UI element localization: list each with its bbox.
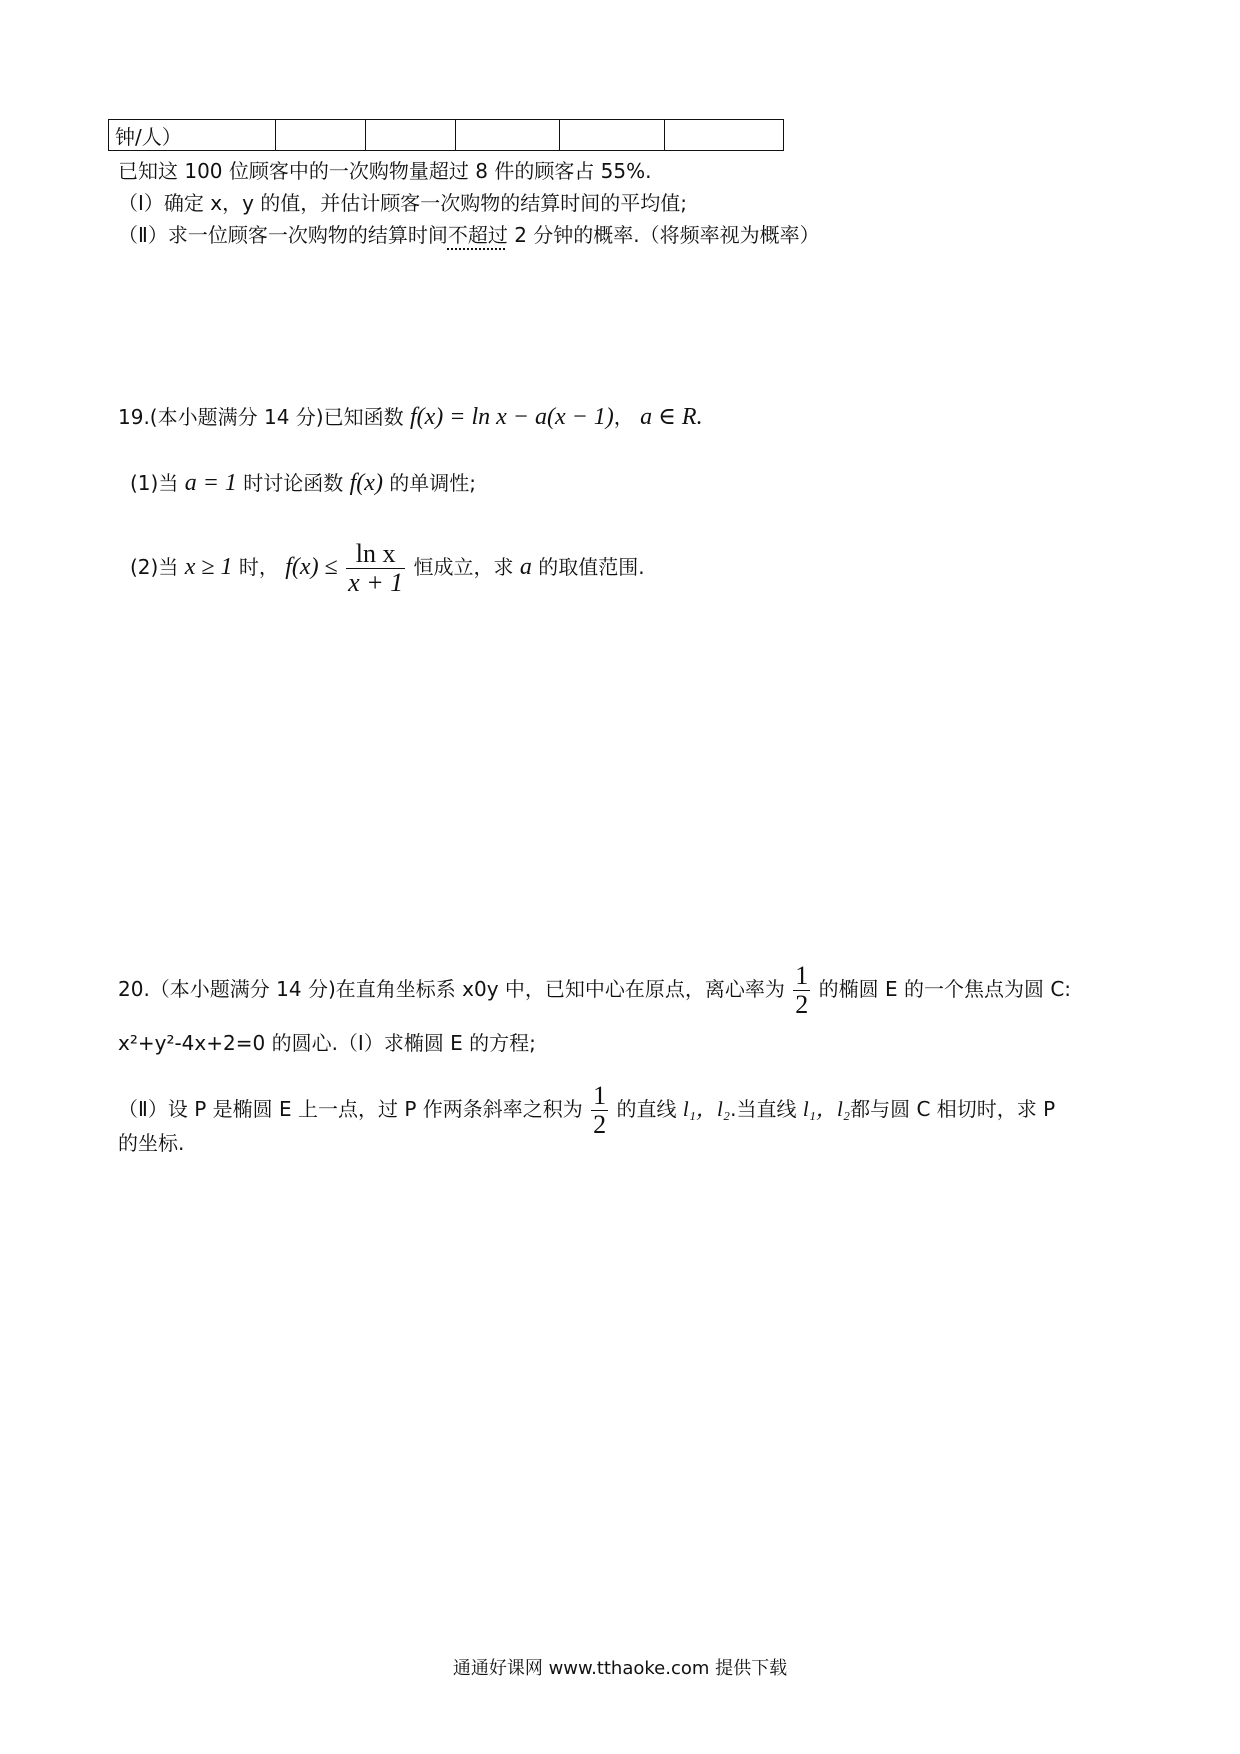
q19-part2-var: a <box>519 554 532 580</box>
q18-given: 已知这 100 位顾客中的一次购物量超过 8 件的顾客占 55%. <box>118 159 652 183</box>
q20-line3-text2: 的直线 <box>616 1097 677 1121</box>
q19-part2 <box>130 540 645 597</box>
q20-slope-denominator: 2 <box>593 1110 607 1139</box>
q19-condition: a ∈ R. <box>640 404 703 430</box>
q20-line3-text: （Ⅱ）设 P 是椭圆 E 上一点，过 P 作两条斜率之积为 <box>118 1097 583 1121</box>
q20-line4: 的坐标. <box>118 1131 185 1155</box>
time-table <box>108 119 784 151</box>
q19-lead: 19.(本小题满分 14 分)已知函数 <box>118 405 404 429</box>
table-cell <box>665 120 784 151</box>
table-cell <box>456 120 560 151</box>
q19-part1 <box>130 470 476 496</box>
table-row-label: 钟/人） <box>109 120 276 151</box>
q18-part2-tail: 2 分钟的概率.（将频率视为概率） <box>507 223 820 247</box>
q20-line3-text3: .当直线 <box>730 1097 797 1121</box>
q20-eccentricity-fraction <box>793 962 810 1019</box>
q18-emphasis-dotted: 不超过 <box>447 223 508 247</box>
q20-line1-tail: 的椭圆 E 的一个焦点为圆 C: <box>818 977 1072 1001</box>
q20-line3 <box>118 1082 1055 1139</box>
table-cell <box>366 120 456 151</box>
q19-part1-tail: 的单调性; <box>389 471 477 495</box>
q19-part1-math: a = 1 <box>184 470 237 496</box>
q19-part2-tail: 的取值范围. <box>538 555 645 579</box>
q20-fraction-numerator: 1 <box>795 961 809 990</box>
q19-fraction-numerator: ln x <box>346 540 405 569</box>
q19-part2-text2: 恒成立，求 <box>413 555 514 579</box>
q19-part1-text: 时讨论函数 <box>243 471 344 495</box>
q20-line2: x²+y²-4x+2=0 的圆心.（Ⅰ）求椭圆 E 的方程; <box>118 1031 536 1055</box>
q18-part1: （Ⅰ）确定 x，y 的值，并估计顾客一次购物的结算时间的平均值; <box>118 191 688 215</box>
table-row <box>109 120 784 151</box>
q19-stem <box>118 404 703 430</box>
q19-part2-text: 时， <box>238 555 279 579</box>
q20-line3-tail: 都与圆 C 相切时，求 P <box>850 1097 1056 1121</box>
q19-part2-func: f(x) ≤ <box>285 554 338 580</box>
q19-separator: ， <box>613 405 634 429</box>
q19-part2-math: x ≥ 1 <box>184 554 233 580</box>
q20-line1 <box>118 962 1071 1019</box>
q19-fraction-denominator: x + 1 <box>348 568 404 597</box>
q20-fraction-denominator: 2 <box>795 990 809 1019</box>
q18-part2-text: （Ⅱ）求一位顾客一次购物的结算时间 <box>118 223 448 247</box>
page-footer: 通通好课网 www.tthaoke.com 提供下载 <box>452 1658 788 1679</box>
q19-function: f(x) = ln x − a(x − 1) <box>409 404 614 430</box>
table-cell <box>560 120 665 151</box>
q20-line1-text: 20.（本小题满分 14 分)在直角坐标系 x0y 中，已知中心在原点，离心率为 <box>118 977 785 1001</box>
q19-part1-label: (1)当 <box>130 471 179 495</box>
q19-part2-label: (2)当 <box>130 555 179 579</box>
q20-lines-label: l₁，l₂ <box>682 1097 731 1121</box>
q19-fraction <box>346 540 405 597</box>
table-cell <box>276 120 366 151</box>
q18-part2 <box>118 222 820 248</box>
q19-part1-func: f(x) <box>349 470 383 496</box>
q20-slope-fraction <box>591 1082 608 1139</box>
q20-lines-label-2: l₁，l₂ <box>802 1097 851 1121</box>
q20-slope-numerator: 1 <box>593 1081 607 1110</box>
